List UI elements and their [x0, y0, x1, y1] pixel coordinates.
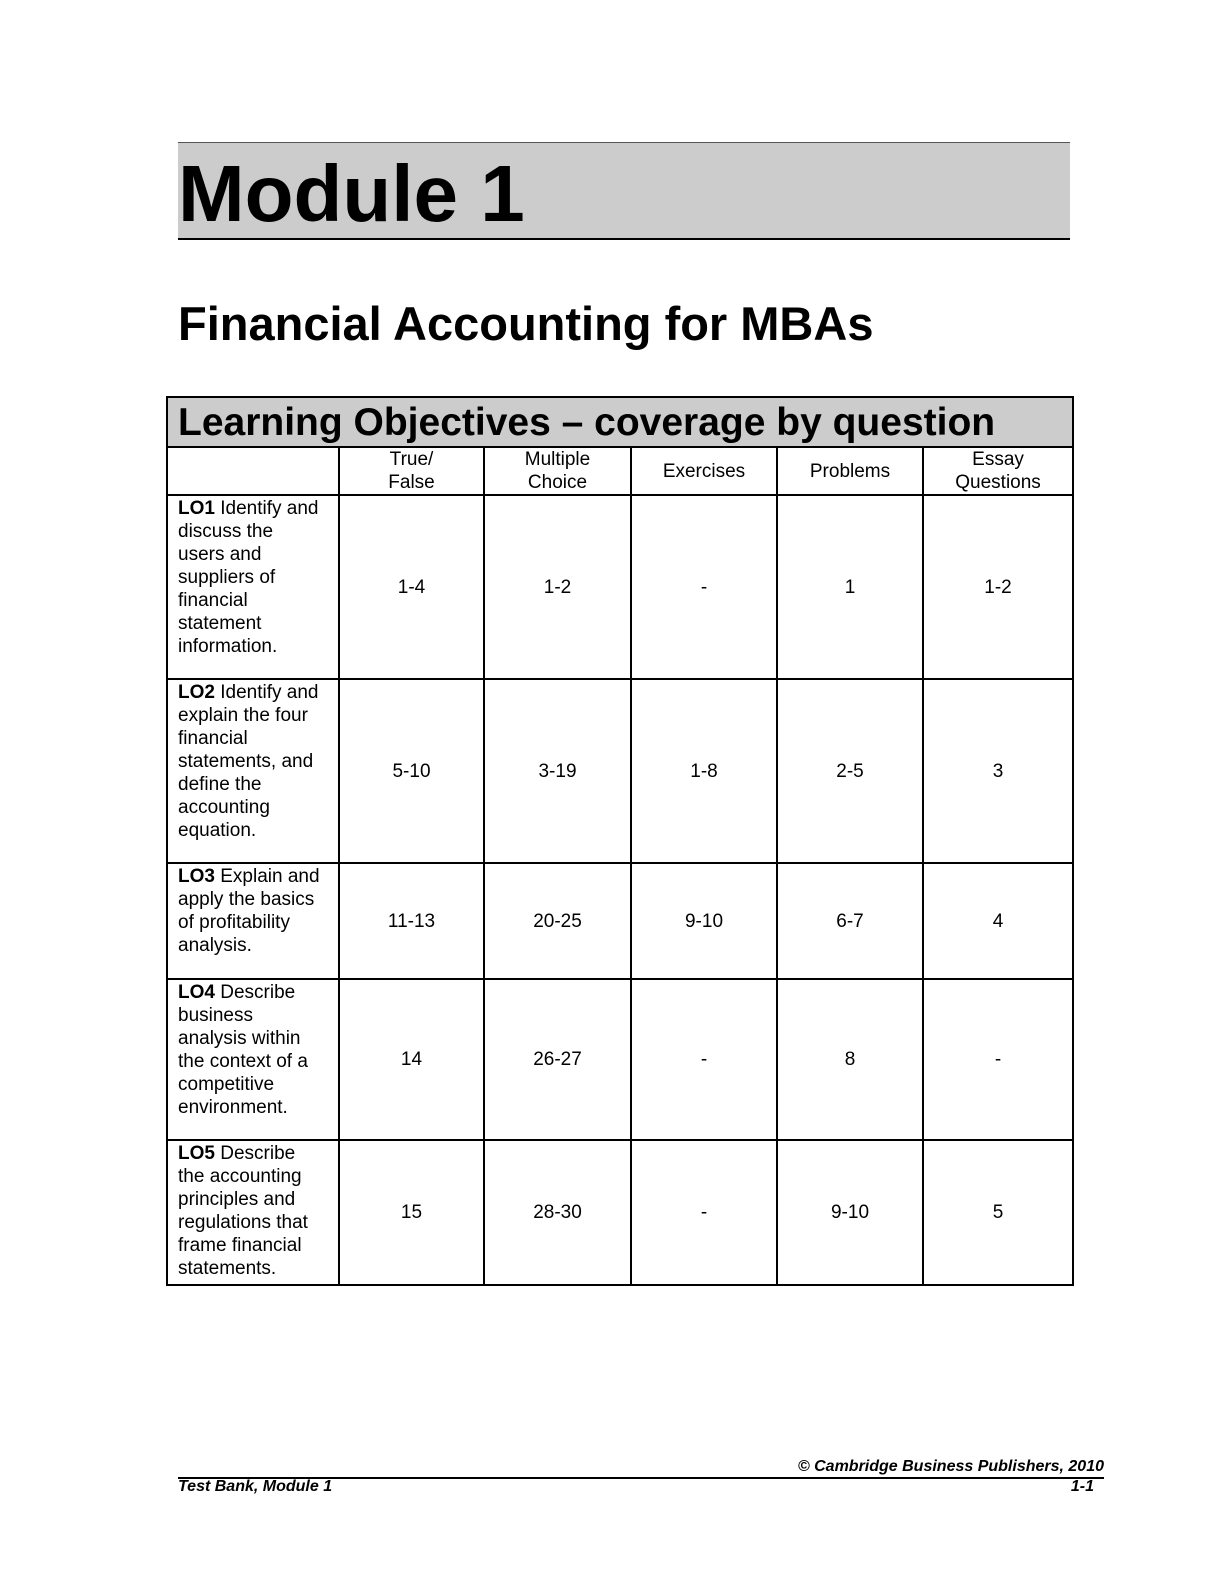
cell-multiple-choice: 26-27: [484, 979, 631, 1140]
cell-essay: 4: [923, 863, 1073, 979]
cell-true-false: 1-4: [339, 495, 484, 679]
cell-multiple-choice: 1-2: [484, 495, 631, 679]
cell-exercises: -: [631, 495, 777, 679]
cell-true-false: 11-13: [339, 863, 484, 979]
learning-objective-cell: LO4 Describe business analysis within the context of a competitive environment.: [167, 979, 339, 1140]
table-row: [167, 1140, 1073, 1285]
footer-copyright: © Cambridge Business Publishers, 2010: [797, 1458, 1104, 1475]
cell-problems: 9-10: [777, 1140, 923, 1285]
cell-exercises: -: [631, 1140, 777, 1285]
table-row: [167, 863, 1073, 979]
header-multiple-choice: Multiple Choice: [484, 447, 631, 495]
header-essay-questions: Essay Questions: [923, 447, 1073, 495]
cell-exercises: 9-10: [631, 863, 777, 979]
cell-problems: 8: [777, 979, 923, 1140]
table-caption-row: [167, 397, 1073, 447]
cell-essay: 1-2: [923, 495, 1073, 679]
header-problems: Problems: [777, 447, 923, 495]
cell-multiple-choice: 28-30: [484, 1140, 631, 1285]
cell-true-false: 14: [339, 979, 484, 1140]
module-title-band: [178, 142, 1070, 240]
learning-objective-cell: LO2 Identify and explain the four financial statements, and define the accounting equation.: [167, 679, 339, 863]
cell-multiple-choice: 20-25: [484, 863, 631, 979]
cell-exercises: 1-8: [631, 679, 777, 863]
cell-true-false: 15: [339, 1140, 484, 1285]
footer-page-number: 1-1: [1070, 1478, 1094, 1495]
table-row: [167, 495, 1073, 679]
learning-objective-cell: LO5 Describe the accounting principles and regulations that frame financial statements.: [167, 1140, 339, 1285]
footer-book-label: Test Bank, Module 1: [178, 1478, 333, 1495]
learning-objectives-table: [166, 396, 1074, 1286]
lo-code: LO3: [178, 866, 215, 887]
document-subtitle: Financial Accounting for MBAs: [178, 297, 874, 350]
learning-objective-cell: LO1 Identify and discuss the users and suppliers of financial statement information.: [167, 495, 339, 679]
cell-essay: -: [923, 979, 1073, 1140]
lo-code: LO1: [178, 498, 215, 519]
learning-objective-cell: LO3 Explain and apply the basics of profitability analysis.: [167, 863, 339, 979]
header-true-false: True/ False: [339, 447, 484, 495]
module-title: Module 1: [178, 149, 525, 238]
cell-essay: 5: [923, 1140, 1073, 1285]
lo-code: LO2: [178, 682, 215, 703]
table-caption: Learning Objectives – coverage by question: [167, 397, 1073, 447]
table-row: [167, 979, 1073, 1140]
cell-problems: 2-5: [777, 679, 923, 863]
cell-problems: 1: [777, 495, 923, 679]
cell-problems: 6-7: [777, 863, 923, 979]
header-empty-cell: [167, 447, 339, 495]
lo-code: LO5: [178, 1143, 215, 1164]
cell-exercises: -: [631, 979, 777, 1140]
cell-true-false: 5-10: [339, 679, 484, 863]
header-exercises: Exercises: [631, 447, 777, 495]
table-header-row: [167, 447, 1073, 495]
cell-multiple-choice: 3-19: [484, 679, 631, 863]
lo-code: LO4: [178, 982, 215, 1003]
cell-essay: 3: [923, 679, 1073, 863]
table-row: [167, 679, 1073, 863]
